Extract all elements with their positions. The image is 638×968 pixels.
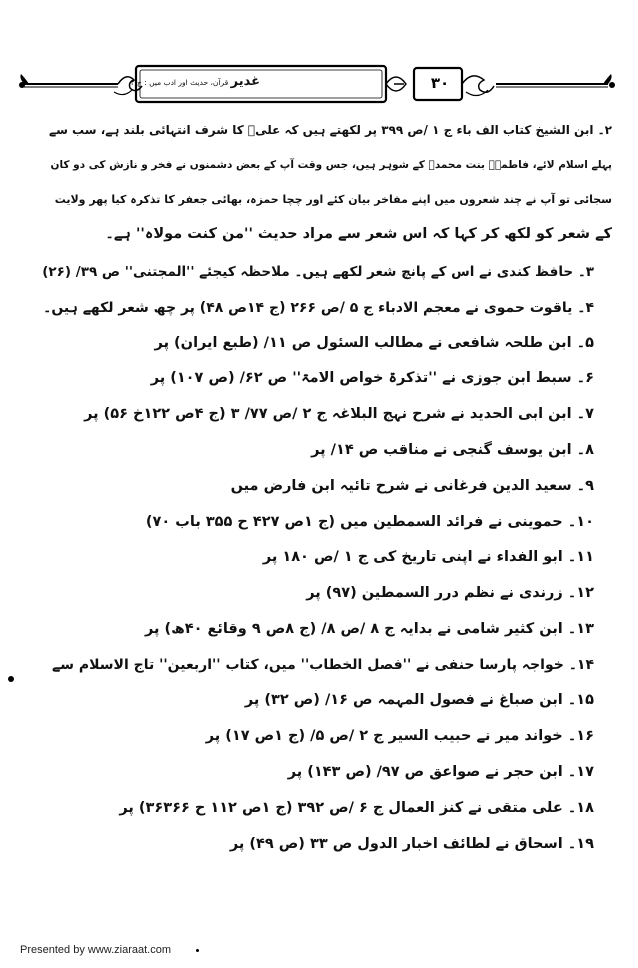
page-header-ornament <box>18 62 618 106</box>
list-item: ۱۹۔ اسحاق نے لطائف اخبار الدول ص ۳۳ (ص ۴۹) پر <box>229 836 594 852</box>
list-item: ۸۔ ابن یوسف گنجی نے مناقب ص ۱۴/ پر <box>311 442 594 458</box>
page-number: ۳۰ <box>430 74 450 92</box>
list-item: ۶۔ سبط ابن جوزی نے ''تذکرۃ خواص الامۃ'' ص ۶۲/ (ص ۱۰۷) پر <box>150 370 594 386</box>
list-item: ۷۔ ابن ابی الحدید نے شرح نہج البلاغہ ج ۲ /ص ۷۷/ ۳ (ج ۴ص ۱۲۲خ ۵۶) پر <box>84 406 594 422</box>
ornamental-rule-icon <box>18 62 618 106</box>
running-header-subtitle: قرآن، حدیث اور ادب میں : ج ۲ <box>130 78 229 87</box>
list-item: ۱۸۔ علی متقی نے کنز العمال ج ۶ /ص ۳۹۲ (ج ۱ص ۱۱۲ ح ۳۶۳۶۶) پر <box>119 800 594 816</box>
list-item: ۱۴۔ خواجہ پارسا حنفی نے ''فصل الخطاب'' میں، کتاب ''اربعین'' تاج الاسلام سے <box>52 657 594 673</box>
list-item: ۱۷۔ ابن حجر نے صواعق ص ۹۷/ (ص ۱۴۳) پر <box>287 764 594 780</box>
running-header-title <box>130 74 260 89</box>
list-item: ۱۶۔ خواند میر نے حبیب السیر ج ۲ /ص ۵/ (ج ۱ص ۱۷) پر <box>205 728 594 744</box>
footer-dot <box>196 949 199 952</box>
margin-dot <box>8 676 14 682</box>
text-line: ۲۔ ابن الشیخ کتاب الف باء ج ۱ /ص ۳۹۹ پر لکھتے ہیں کہ علیؑ کا شرف انتہائی بلند ہے، سب سے <box>49 123 612 137</box>
list-item: ۳۔ حافظ کندی نے اس کے پانچ شعر لکھے ہیں۔ ملاحظہ کیجئے ''المجتنی'' ص ۳۹/ (۲۶) <box>42 264 594 280</box>
list-item: ۹۔ سعید الدین فرغانی نے شرح تائیہ ابن فارض میں <box>230 478 594 494</box>
list-item: ۱۰۔ حموینی نے فرائد السمطین میں (ج ۱ص ۴۲۷ ح ۳۵۵ باب ۷۰) <box>145 514 594 530</box>
list-item: ۵۔ ابن طلحہ شافعی نے مطالب السئول ص ۱۱/ (طبع ایران) پر <box>154 335 594 351</box>
list-item: ۴۔ یاقوت حموی نے معجم الادباء ج ۵ /ص ۲۶۶ (ج ۱۴ص ۴۸) پر چھ شعر لکھے ہیں۔ <box>43 300 594 316</box>
running-header-brand: غدیر <box>230 74 260 89</box>
list-item: ۱۱۔ ابو الفداء نے اپنی تاریخ کی ج ۱ /ص ۱۸۰ پر <box>262 549 594 565</box>
list-item: ۱۳۔ ابن کثیر شامی نے بدایہ ج ۸ /ص ۸/ (ج ۸ص ۹ وقائع ۴۰ھ) پر <box>145 621 594 637</box>
text-line: کے شعر کو لکھ کر کہا کہ اس شعر سے مراد حدیث ''من کنت مولاہ'' ہے۔ <box>105 226 612 242</box>
text-line: پہلے اسلام لائے، فاطمہؑ بنت محمدؐ کے شوہر ہیں، جس وقت آپ کے بعض دشمنوں نے فخر و نازش کی دو کان <box>50 159 612 171</box>
list-item: ۱۲۔ زرندی نے نظم درر السمطین (۹۷) پر <box>306 585 594 601</box>
text-line: سجائی تو آپ نے چند شعروں میں اپنے مفاخر بیان کئے اور چچا حمزہ، بھائی جعفر کا تذکرہ کیا پھر ولایت <box>54 193 612 206</box>
footer-credit: Presented by www.ziaraat.com <box>20 944 172 956</box>
list-item: ۱۵۔ ابن صباغ نے فصول المہمہ ص ۱۶/ (ص ۳۲) پر <box>244 692 594 708</box>
